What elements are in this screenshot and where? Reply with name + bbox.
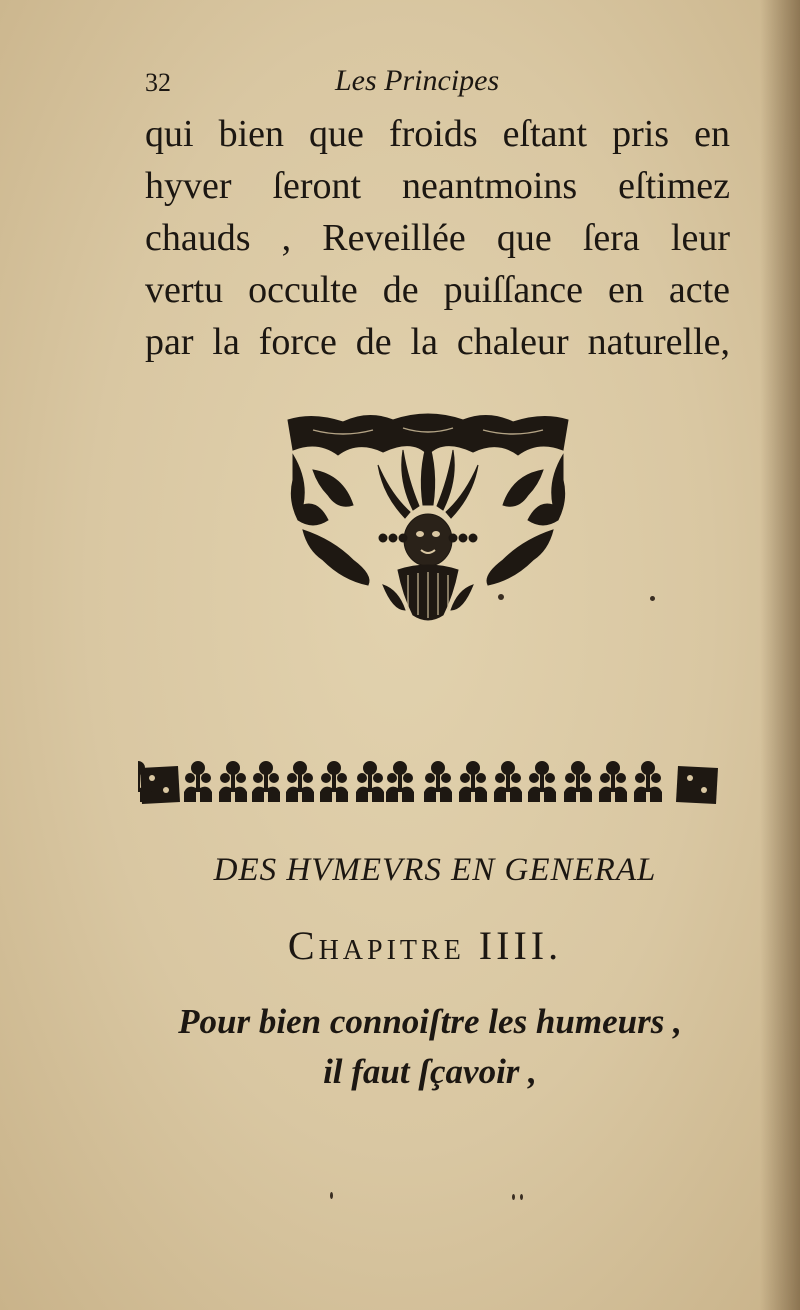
page-header [145,62,705,102]
text-line: vertu occulte de puiſſance en acte [145,269,730,311]
text-line: qui bien que froids eſtant pris en [145,113,730,155]
foliate-mask-vignette-icon [283,410,573,625]
body-text [145,108,730,368]
ink-speck [330,1192,333,1199]
chapter-lead-line: Pour bien connoiſtre les humeurs , [178,1002,682,1041]
ink-speck [520,1194,523,1200]
running-head: Les Principes [335,64,500,97]
text-line: hyver ſeront neantmoins eſtimez [145,165,730,207]
section-title: DES HVMEVRS EN GENERAL [213,852,657,888]
ink-speck [498,594,504,600]
fleuron-band-icon [138,758,720,810]
text-line: par la force de la chaleur naturelle, [145,321,730,363]
ink-speck [650,596,655,601]
page-number: 32 [145,68,171,97]
chapter-heading: Chapitre IIII. [287,923,563,968]
text-line: chauds , Reveillée que ſera leur [145,217,730,259]
ink-speck [512,1194,515,1200]
chapter-lead-line: il faut ſçavoir , [323,1052,537,1091]
